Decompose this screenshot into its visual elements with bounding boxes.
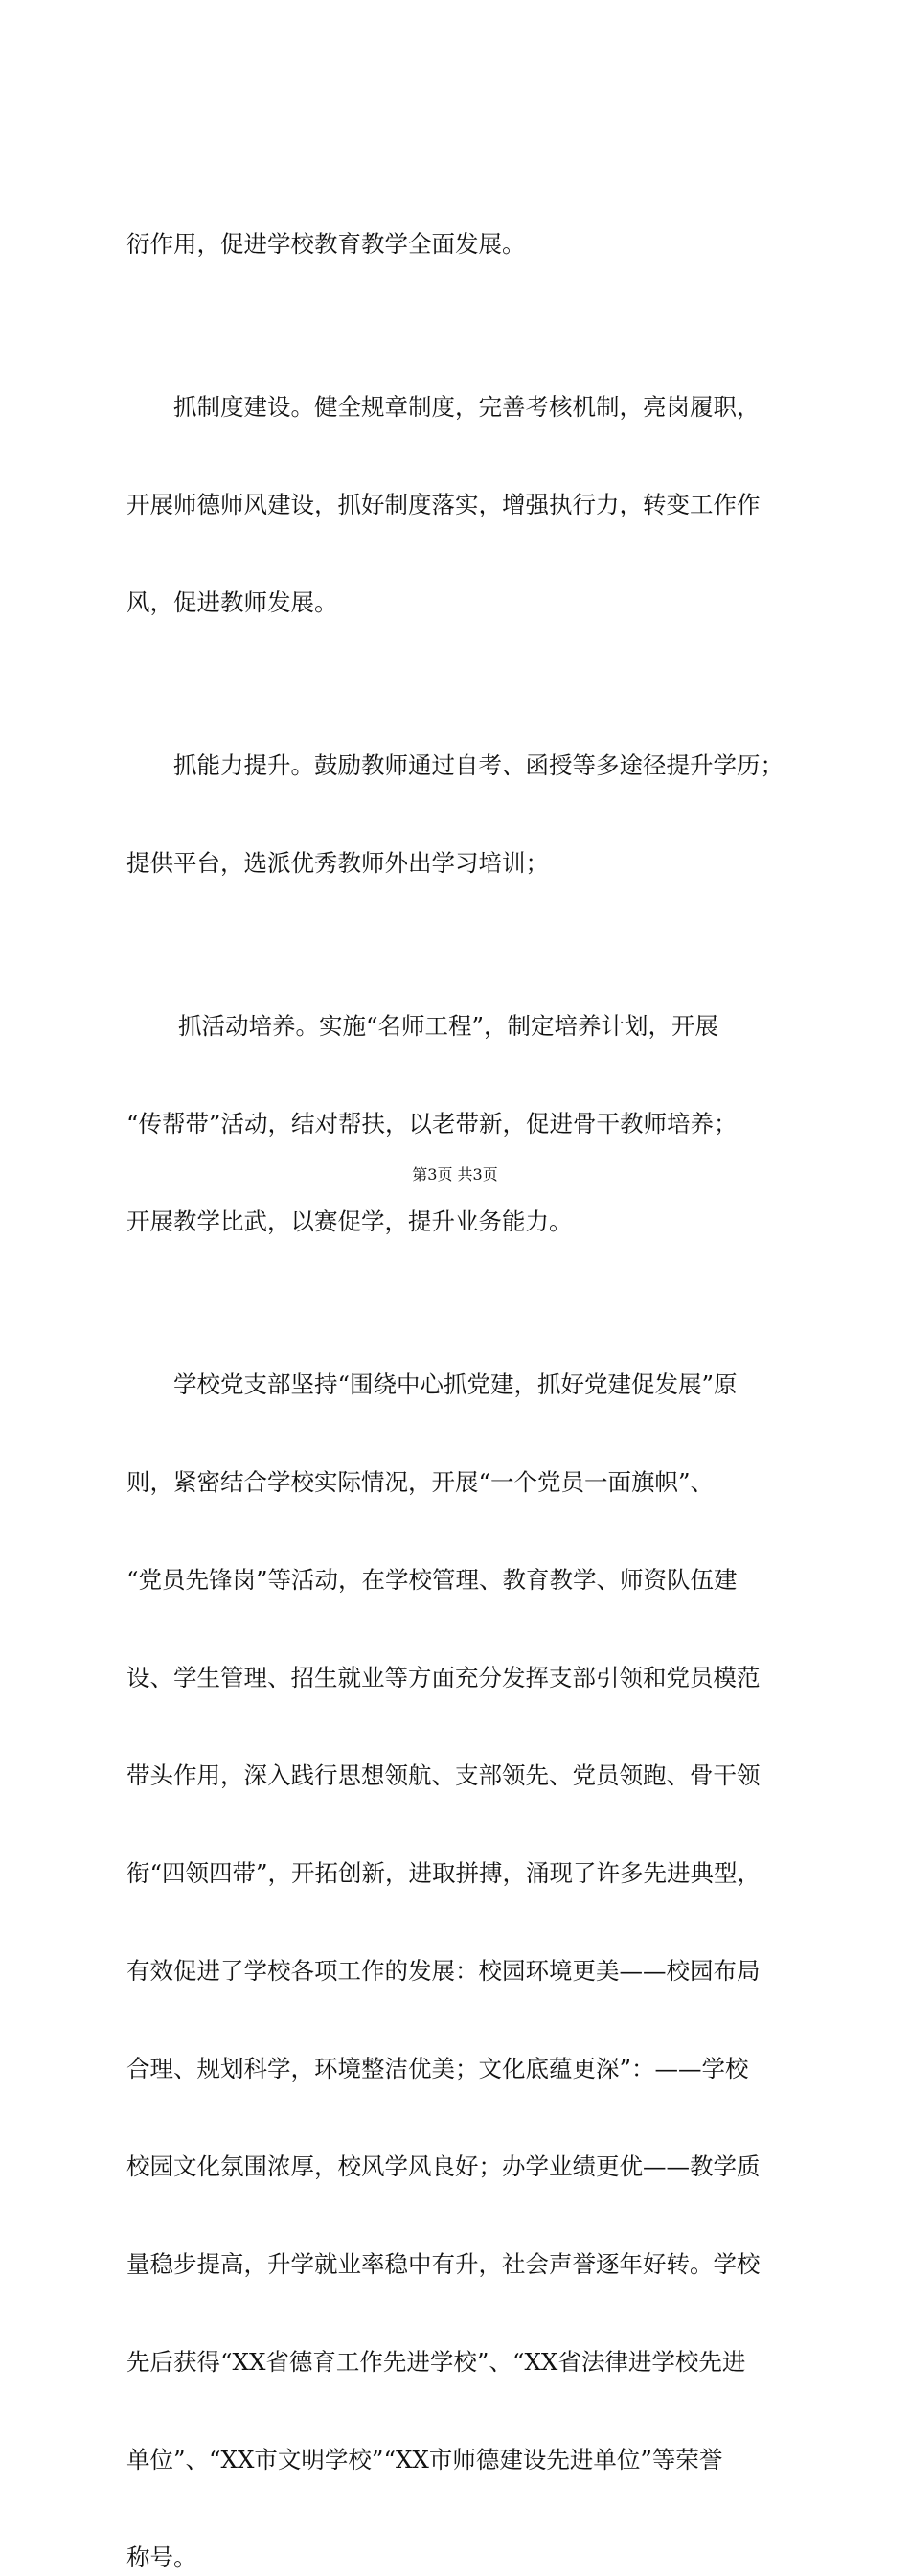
paragraph-line: “党员先锋岗”等活动，在学校管理、教育教学、师资队伍建 xyxy=(126,1566,738,1594)
paragraph-line: 称号。 xyxy=(126,2543,197,2571)
paragraph-line: 量稳步提高，升学就业率稳中有升，社会声誉逐年好转。学校 xyxy=(126,2250,761,2278)
paragraph-3 xyxy=(126,684,797,945)
paragraph-line: 学校党支部坚持“围绕中心抓党建，抓好党建促发展”原 xyxy=(173,1370,738,1398)
document-body xyxy=(126,163,797,2576)
paragraph-line: 开展师德师风建设，抓好制度落实，增强执行力，转变工作作 xyxy=(126,491,761,518)
paragraph-line: 设、学生管理、招生就业等方面充分发挥支部引领和党员模范 xyxy=(126,1664,761,1691)
paragraph-5 xyxy=(126,1303,797,2576)
page-footer xyxy=(0,1165,910,1184)
paragraph-1 xyxy=(126,163,797,326)
paragraph-line: 有效促进了学校各项工作的发展：校园环境更美——校园布局 xyxy=(126,1957,761,1985)
paragraph-line: 抓能力提升。鼓励教师通过自考、函授等多途径提升学历； xyxy=(173,751,784,779)
paragraph-line: 单位”、“XX市文明学校”“XX市师德建设先进单位”等荣誉 xyxy=(126,2446,723,2473)
paragraph-line: 先后获得“XX省德育工作先进学校”、“XX省法律进学校先进 xyxy=(126,2348,746,2376)
page-number-label: 第3页 共3页 xyxy=(412,1165,498,1184)
paragraph-line: 开展教学比武，以赛促学，提升业务能力。 xyxy=(126,1208,573,1235)
paragraph-line: 抓活动培养。实施“名师工程”，制定培养计划，开展 xyxy=(178,1012,719,1040)
paragraph-line: 抓制度建设。健全规章制度，完善考核机制，亮岗履职， xyxy=(173,393,761,421)
paragraph-line: 合理、规划科学，环境整洁优美；文化底蕴更深”：——学校 xyxy=(126,2055,749,2082)
paragraph-line: 带头作用，深入践行思想领航、支部领先、党员领跑、骨干领 xyxy=(126,1761,761,1789)
paragraph-line: 风，促进教师发展。 xyxy=(126,588,338,616)
paragraph-line: 则，紧密结合学校实际情况，开展“一个党员一面旗帜”、 xyxy=(126,1468,715,1496)
paragraph-line: 衍作用，促进学校教育教学全面发展。 xyxy=(126,230,526,258)
paragraph-line: “传帮带”活动，结对帮扶，以老带新，促进骨干教师培养； xyxy=(126,1110,738,1138)
paragraph-line: 衔“四领四带”，开拓创新，进取拼搏，涌现了许多先进典型， xyxy=(126,1859,762,1887)
paragraph-line: 提供平台，选派优秀教师外出学习培训； xyxy=(126,849,549,877)
paragraph-4 xyxy=(126,945,797,1303)
paragraph-line: 校园文化氛围浓厚，校风学风良好；办学业绩更优——教学质 xyxy=(126,2152,761,2180)
paragraph-2 xyxy=(126,326,797,684)
